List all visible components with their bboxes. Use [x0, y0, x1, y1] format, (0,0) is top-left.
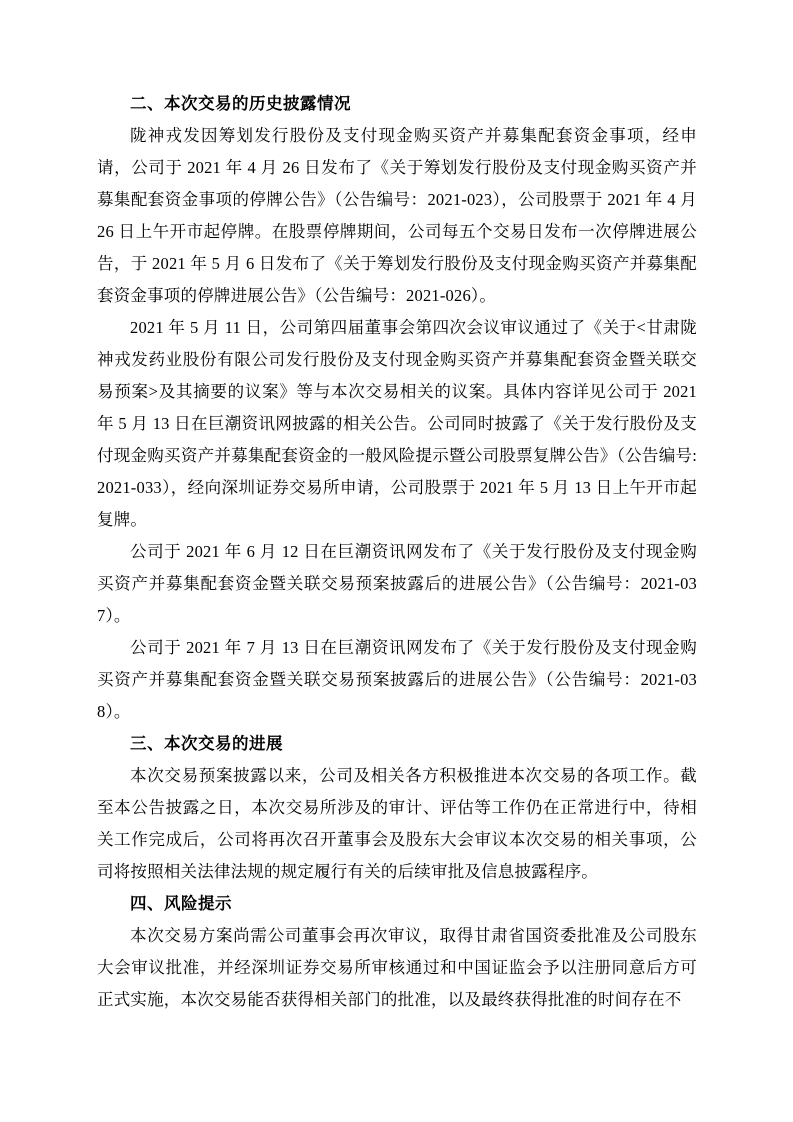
section-heading-risk-warning: 四、风险提示 [130, 894, 232, 913]
paragraph-suspension-announcements: 陇神戎发因筹划发行股份及支付现金购买资产并募集配套资金事项，经申请，公司于 2021 年 4 月 26 日发布了《关于筹划发行股份及支付现金购买资产并募集配套资金事项的停牌公告》（公告编号：2021-023），公司股票于 2021 年 4 月 26 日上午开市起停牌。在股票停牌期间，公司每五个交易日发布一次停牌进展公告，于 2021 年 5 月 6 日发布了《关于筹划发行股份及支付现金购买资产并募集配套资金事项的停牌进展公告》（公告编号：2021-026）。 [97, 126, 697, 305]
paragraph-transaction-progress: 本次交易预案披露以来，公司及相关各方积极推进本次交易的各项工作。截至本公告披露之日，本次交易所涉及的审计、评估等工作仍在正常进行中，待相关工作完成后，公司将再次召开董事会及股东大会审议本次交易的相关事项，公司将按照相关法律法规的规定履行有关的后续审批及信息披露程序。 [97, 766, 697, 881]
paragraph-board-meeting-resumption: 2021 年 5 月 11 日，公司第四届董事会第四次会议审议通过了《关于<甘肃陇神戎发药业股份有限公司发行股份及支付现金购买资产并募集配套资金暨关联交易预案>及其摘要的议案》等与本次交易相关的议案。具体内容详见公司于 2021 年 5 月 13 日在巨潮资讯网披露的相关公告。公司同时披露了《关于发行股份及支付现金购买资产并募集配套资金的一般风险提示暨公司股票复牌公告》（公告编号:2021-033），经向深圳证券交易所申请，公司股票于 2021 年 5 月 13 日上午开市起复牌。 [97, 318, 697, 529]
section-heading-transaction-progress: 三、本次交易的进展 [130, 734, 283, 753]
section-heading-history-disclosure: 二、本次交易的历史披露情况 [130, 94, 351, 113]
paragraph-progress-announcement-june: 公司于 2021 年 6 月 12 日在巨潮资讯网发布了《关于发行股份及支付现金购买资产并募集配套资金暨关联交易预案披露后的进展公告》（公告编号：2021-037）。 [97, 542, 697, 625]
paragraph-risk-warning: 本次交易方案尚需公司董事会再次审议，取得甘肃省国资委批准及公司股东大会审议批准，并经深圳证券交易所审核通过和中国证监会予以注册同意后方可正式实施，本次交易能否获得相关部门的批准，以及最终获得批准的时间存在不 [97, 926, 697, 1009]
paragraph-progress-announcement-july: 公司于 2021 年 7 月 13 日在巨潮资讯网发布了《关于发行股份及支付现金购买资产并募集配套资金暨关联交易预案披露后的进展公告》（公告编号：2021-038）。 [97, 638, 697, 721]
